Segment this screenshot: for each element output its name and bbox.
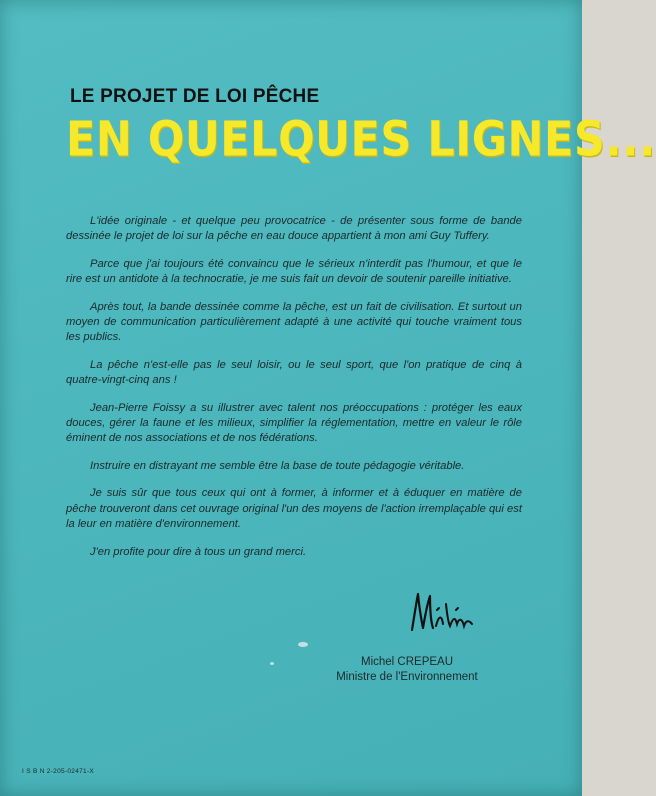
signatory-title: Ministre de l'Environnement [336,671,478,683]
handwritten-signature [406,588,476,640]
paragraph-3: Après tout, la bande dessinée comme la pêche, est un fait de civilisation. Et surtout un moyen de communication particulièrement adapté à une activité qui touche vraiment tous les publics. [66,300,522,344]
paragraph-8: J'en profite pour dire à tous un grand merci. [90,545,307,558]
paragraph-7: Je suis sûr que tous ceux qui ont à former, à informer et à éduquer en matière de pêche trouveront dans cet ouvrage original l'un des moyens de l'action irremplaçable qui est la leur en matière d'environnement. [66,487,522,531]
signatory-name: Michel CREPEAU [360,656,454,668]
paragraph-1: L'idée originale - et quelque peu provocatrice - de présenter sous forme de bande dessinée le projet de loi sur la pêche en eau douce appartient à mon ami Guy Tuffery. [66,215,522,243]
paragraph-4: La pêche n'est-elle pas le seul loisir, ou le seul sport, que l'on pratique de cinq à quatre-vingt-cinq ans ! [66,358,522,387]
overline-title: LE PROJET DE LOI PÊCHE [70,86,320,107]
paragraph-6: Instruire en distrayant me semble être la base de toute pédagogie véritable. [90,459,465,472]
paper-wear-mark [298,642,308,647]
isbn-number: I S B N 2-205-02471-X [22,768,95,775]
paragraph-5: Jean-Pierre Foissy a su illustrer avec talent nos préoccupations : protéger les eaux douces, gérer la faune et les milieux, simplifier la réglementation, mettre en valeur le rôle éminent de nos associations et de nos fédérations. [66,401,522,445]
paper-wear-mark [270,662,274,665]
paragraph-2: Parce que j'ai toujours été convaincu que le sérieux n'interdit pas l'humour, et que le rire est un antidote à la technocratie, je me suis fait un devoir de soutenir pareille initiative. [66,257,522,286]
preface-body [66,214,522,572]
headline: EN QUELQUES LIGNES... [66,112,656,168]
